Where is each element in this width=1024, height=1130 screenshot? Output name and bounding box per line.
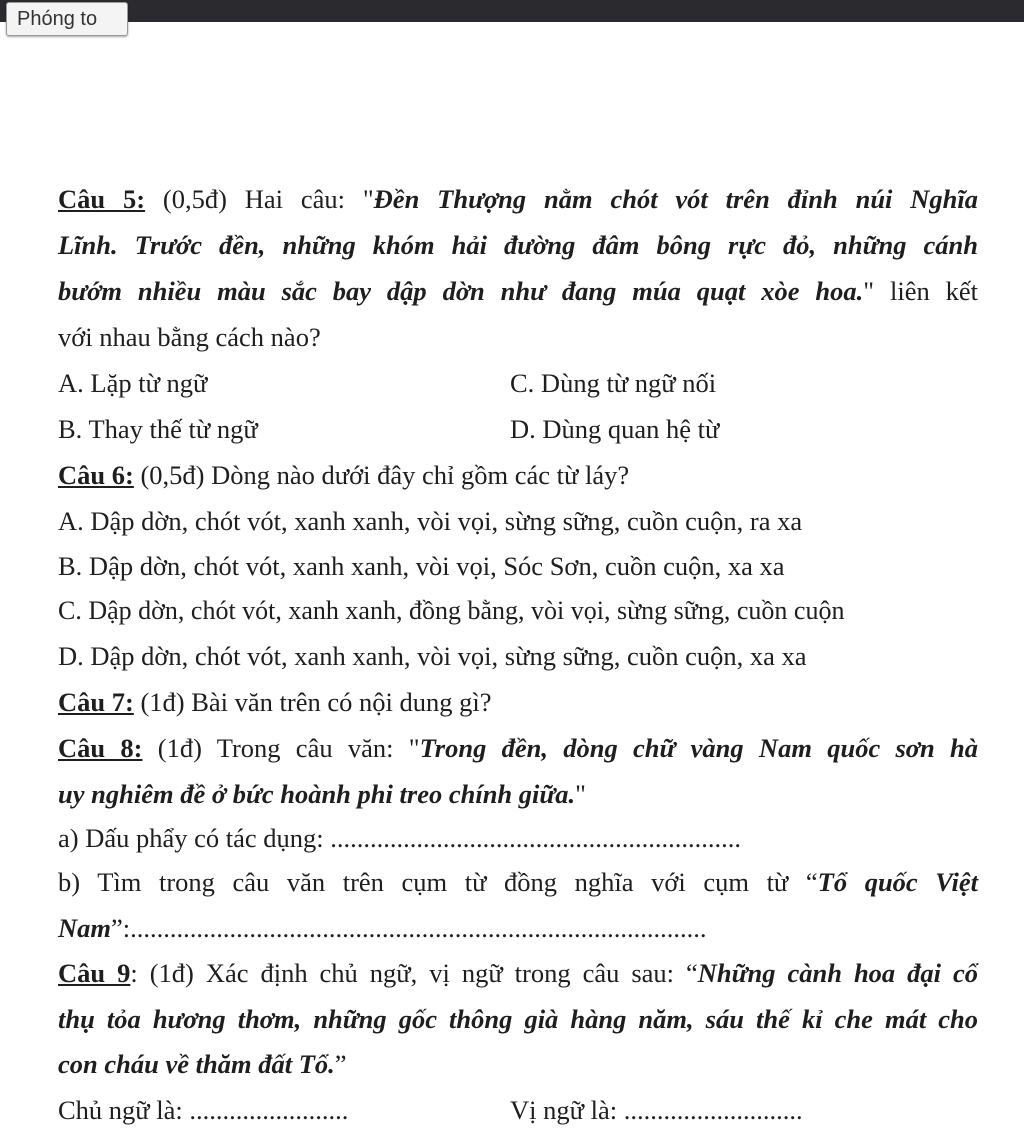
q8-text: (1đ) Trong câu văn: "	[142, 733, 420, 763]
q5-option-d: D. Dùng quan hệ từ	[510, 414, 720, 444]
q8-part-a	[58, 822, 741, 854]
q6-line	[58, 459, 629, 491]
q8-heading: Câu 8:	[58, 733, 143, 763]
q5-option-a: A. Lặp từ ngữ	[58, 368, 208, 398]
q5-quote-3: bướm nhiều màu sắc bay dập dờn như đang múa quạt xòe hoa.	[58, 276, 864, 306]
q8-quote-end: "	[575, 779, 586, 809]
q8-a-text: a) Dấu phẩy có tác dụng:	[58, 823, 331, 853]
q8-quote-2: uy nghiêm đề ở bức hoành phi treo chính giữa.	[58, 779, 576, 809]
q5-line-4: với nhau bằng cách nào?	[58, 322, 321, 352]
q8-a-blank: ..............................................................	[330, 823, 742, 853]
q6-text: (0,5đ) Dòng nào dưới đây chỉ gồm các từ láy?	[133, 460, 630, 490]
q9-heading: Câu 9	[58, 958, 131, 988]
q8-part-b-2	[58, 912, 707, 944]
top-bar	[0, 0, 1024, 22]
q9-predicate	[510, 1094, 803, 1126]
q8-b-text: b) Tìm trong câu văn trên cụm từ đồng nghĩa với cụm từ “	[58, 867, 818, 897]
q9-subject-blank: ........................	[189, 1095, 349, 1125]
q8-b-emphasis: Tổ quốc Việt	[817, 867, 978, 897]
q9-quote-end: ”	[334, 1049, 347, 1079]
q9-predicate-blank: ...........................	[623, 1095, 803, 1125]
q7-text: (1đ) Bài văn trên có nội dung gì?	[133, 687, 492, 717]
q6-option-b: B. Dập dờn, chót vót, xanh xanh, vòi vọi, Sóc Sơn, cuồn cuộn, xa xa	[58, 551, 785, 581]
q7-line	[58, 686, 492, 718]
q5-heading: Câu 5:	[58, 184, 146, 214]
q8-b-emphasis-2: Nam	[58, 913, 111, 943]
q5-line-3	[58, 275, 978, 307]
zoom-button[interactable]: Phóng to	[6, 2, 128, 36]
q5-option-b: B. Thay thế từ ngữ	[58, 414, 258, 444]
q9-line-3	[58, 1048, 347, 1080]
q9-text: : (1đ) Xác định chủ ngữ, vị ngữ trong câu sau: “	[130, 958, 698, 988]
q8-part-b	[58, 866, 978, 898]
q6-heading: Câu 6:	[58, 460, 134, 490]
q9-line-1	[58, 957, 978, 989]
q5-line-2	[58, 229, 978, 261]
q9-quote-1: Những cành hoa đại cổ	[697, 958, 979, 988]
q9-quote-3: con cháu về thăm đất Tổ.	[58, 1049, 335, 1079]
q5-option-c: C. Dùng từ ngữ nối	[510, 368, 717, 398]
q8-line-1	[58, 732, 978, 764]
q6-option-a: A. Dập dờn, chót vót, xanh xanh, vòi vọi, sừng sững, cuồn cuộn, ra xa	[58, 506, 803, 536]
q7-heading: Câu 7:	[58, 687, 134, 717]
q5-points: (0,5đ) Hai câu: "	[145, 184, 374, 214]
q8-quote-1: Trong đền, dòng chữ vàng Nam quốc sơn hà	[419, 733, 979, 763]
q5-quote-2: Lĩnh. Trước đền, những khóm hải đường đâm bông rực đỏ, những cánh	[58, 230, 978, 260]
q8-b-end: ”:	[111, 913, 131, 943]
q9-quote-2: thụ tỏa hương thơm, những gốc thông già hàng năm, sáu thế kỉ che mát cho	[58, 1004, 978, 1034]
q9-predicate-label: Vị ngữ là:	[510, 1095, 624, 1125]
q8-line-2	[58, 778, 586, 810]
q8-b-blank: .......................................................................................	[130, 913, 707, 943]
q5-after-quote: " liên kết	[863, 276, 978, 306]
q9-subject-label: Chủ ngữ là:	[58, 1095, 190, 1125]
q5-line-1	[58, 183, 978, 215]
q6-option-c: C. Dập dờn, chót vót, xanh xanh, đồng bằng, vòi vọi, sừng sững, cuồn cuộn	[58, 596, 845, 625]
q5-quote-1: Đền Thượng nằm chót vót trên đỉnh núi Nghĩa	[373, 184, 978, 214]
q9-subject	[58, 1094, 348, 1126]
q9-line-2	[58, 1003, 978, 1035]
q6-option-d: D. Dập dờn, chót vót, xanh xanh, vòi vọi, sừng sững, cuồn cuộn, xa xa	[58, 641, 807, 671]
